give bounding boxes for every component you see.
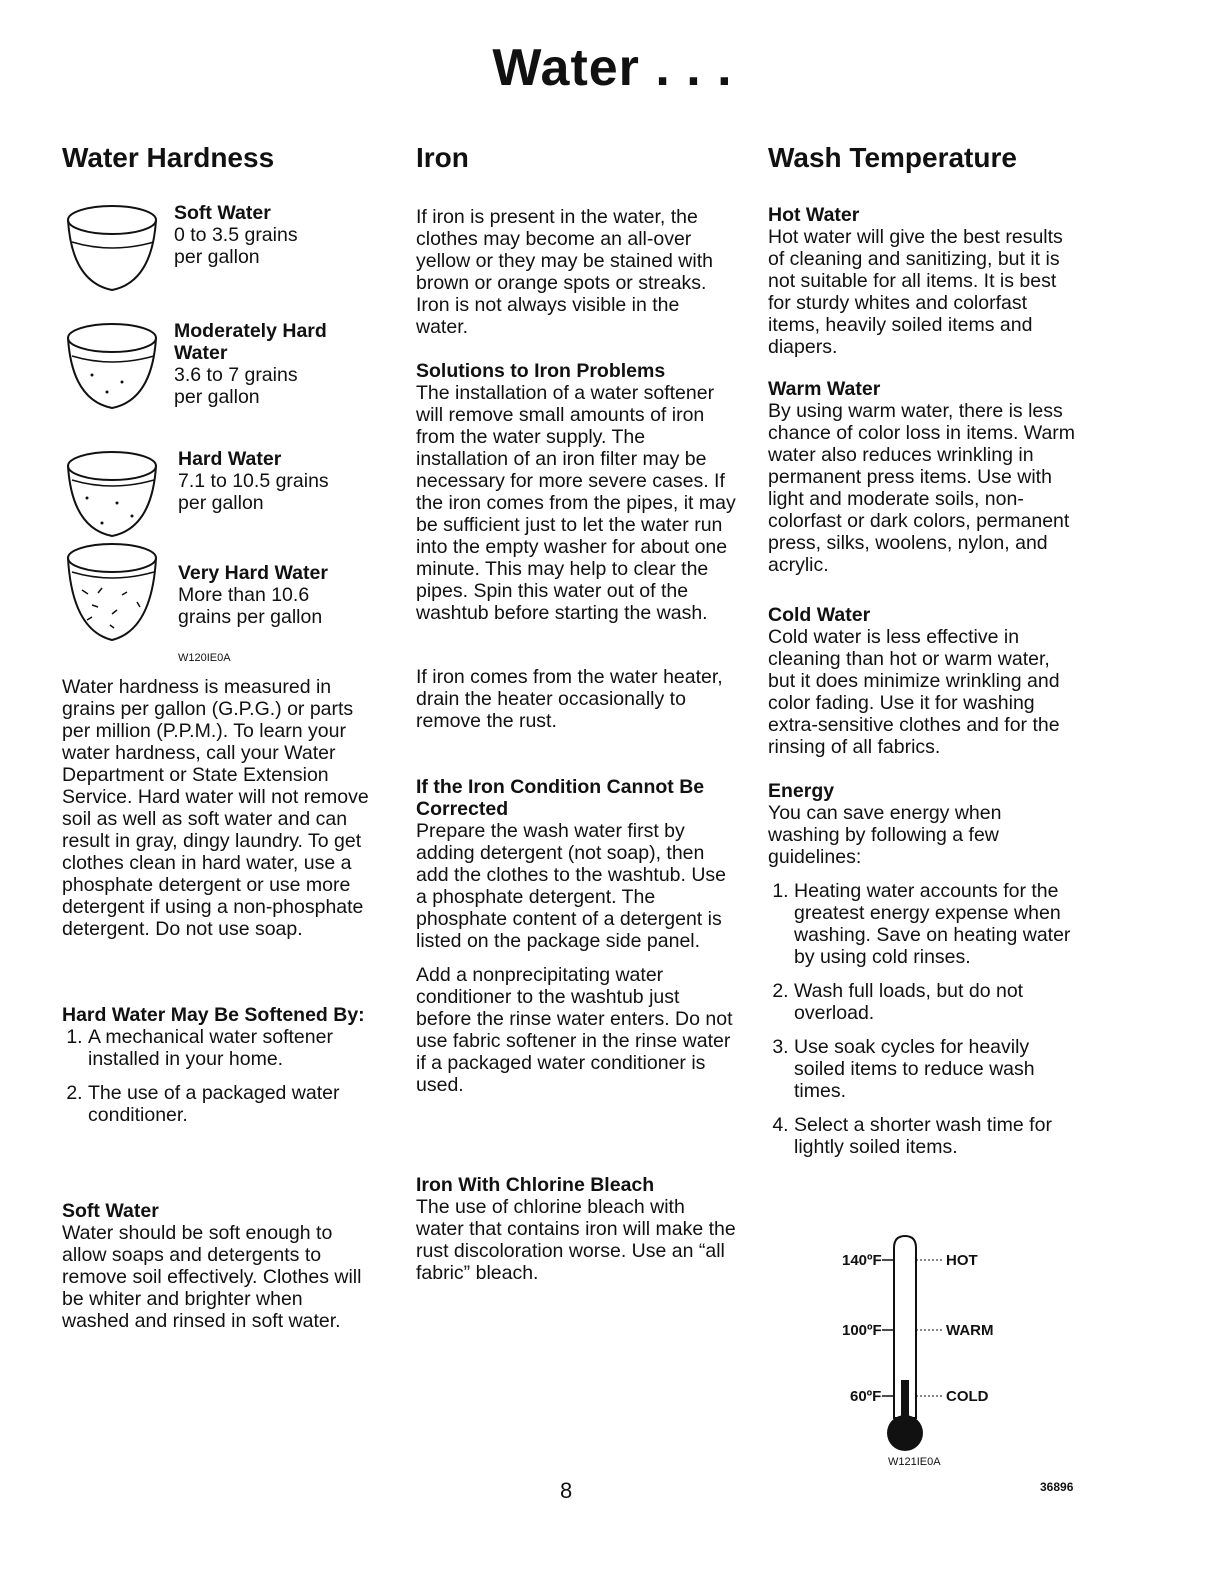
warm-label: WARM — [946, 1322, 994, 1339]
water-hardness-column — [62, 140, 372, 1332]
cannot-correct-heading: If the Iron Condition Cannot Be Corrected — [416, 776, 705, 820]
hardness-level-soft — [62, 202, 372, 312]
list-item: 1. A mechanical water softener installed in your home. — [88, 1026, 372, 1070]
warm-temp-label: 100ºF — [842, 1322, 882, 1339]
level-range: More than 10.6 — [178, 584, 310, 606]
water-hardness-heading: Water Hardness — [62, 142, 275, 173]
bleach-body: The use of chlorine bleach with water that contains iron will make the rust discoloration worse. Use an “all fabric” bleach. — [416, 1196, 736, 1284]
level-name: Soft Water — [174, 202, 271, 224]
hot-temp-label: 140ºF — [842, 1252, 882, 1269]
level-range: 7.1 to 10.5 grains — [178, 470, 329, 492]
heater-body: If iron comes from the water heater, drain the heater occasionally to remove the rust. — [416, 666, 723, 732]
cannot-correct-section — [416, 776, 736, 1096]
solutions-body: The installation of a water softener will remove small amounts of iron from the water supply. The installation of an iron filter may be necessary for more severe cases. If the iron comes from the pipes, it may be sufficient just to let the water run into the empty washer for about one minute. This may help to clear the pipes. Spin this water out of the washtub before starting the wash. — [416, 382, 736, 624]
list-item: 4. Select a shorter wash time for lightly soiled items. — [794, 1114, 1078, 1158]
warm-water-section — [768, 378, 1078, 576]
figure-code: W120IE0A — [178, 652, 231, 664]
hot-water-heading: Hot Water — [768, 204, 860, 226]
level-unit: per gallon — [174, 246, 260, 268]
page-number: 8 — [560, 1478, 573, 1503]
solutions-section — [416, 360, 736, 624]
list-item: 2. Wash full loads, but do not overload. — [794, 980, 1078, 1024]
hot-label: HOT — [946, 1252, 978, 1269]
cannot-correct-body-1: Prepare the wash water first by adding detergent (not soap), then add the clothes to the washtub. Use a phosphate detergent. The phosphate content of a detergent is listed on the package side panel. — [416, 820, 727, 952]
page-title: Water . . . — [492, 39, 733, 97]
level-unit: per gallon — [178, 492, 264, 514]
bleach-heading: Iron With Chlorine Bleach — [416, 1174, 655, 1196]
hot-water-body: Hot water will give the best results of cleaning and sanitizing, but it is not suitable for all items. It is best for sturdy whites and colorfast items, heavily soiled items and diapers. — [768, 226, 1063, 358]
cold-water-heading: Cold Water — [768, 604, 871, 626]
figure-code: W121IE0A — [888, 1456, 941, 1468]
iron-heading: Iron — [416, 142, 469, 173]
thermometer-figure — [830, 1230, 1030, 1470]
energy-body: You can save energy when washing by following a few guidelines: — [768, 802, 1002, 868]
cold-temp-label: 60ºF — [850, 1388, 882, 1405]
bucket-very-hard-icon — [62, 540, 162, 650]
hot-water-section — [768, 204, 1078, 358]
level-name-cont: Water — [174, 342, 228, 364]
soft-water-section — [62, 1200, 372, 1332]
bucket-hard-icon — [62, 448, 162, 544]
wash-temperature-heading: Wash Temperature — [768, 142, 1017, 173]
cold-label: COLD — [946, 1388, 989, 1405]
softened-heading: Hard Water May Be Softened By: — [62, 1004, 365, 1026]
cold-water-section — [768, 604, 1078, 758]
bucket-moderate-icon — [62, 320, 162, 416]
bleach-section — [416, 1174, 736, 1284]
hardness-level-very-hard — [62, 540, 372, 650]
list-item: 1. Heating water accounts for the greatest energy expense when washing. Save on heating water by using cold rinses. — [794, 880, 1078, 968]
hardness-level-moderate — [62, 320, 372, 430]
softened-section — [62, 1004, 372, 1138]
energy-section — [768, 780, 1078, 1170]
document-number: 36896 — [1040, 1480, 1074, 1494]
soft-water-body: Water should be soft enough to allow soaps and detergents to remove soil effectively. Clothes will be whiter and brighter when washed and rinsed in soft water. — [62, 1222, 362, 1332]
cold-water-body: Cold water is less effective in cleaning than hot or warm water, but it does minimize wrinkling and color fading. Use it for washing extra-sensitive clothes and for the rinsing of all fabrics. — [768, 626, 1060, 758]
list-item: 2. The use of a packaged water conditioner. — [88, 1082, 372, 1126]
iron-intro: If iron is present in the water, the clothes may become an all-over yellow or they may be stained with brown or orange spots or streaks. Iron is not always visible in the water. — [416, 206, 713, 338]
level-name: Moderately Hard — [174, 320, 327, 342]
softened-list — [62, 1026, 372, 1126]
level-name: Hard Water — [178, 448, 282, 470]
solutions-heading: Solutions to Iron Problems — [416, 360, 666, 382]
level-name: Very Hard Water — [178, 562, 328, 584]
level-range: 3.6 to 7 grains — [174, 364, 298, 386]
list-item: 3. Use soak cycles for heavily soiled items to reduce wash times. — [794, 1036, 1078, 1102]
soft-water-heading: Soft Water — [62, 1200, 159, 1222]
level-unit: per gallon — [174, 386, 260, 408]
bucket-soft-icon — [62, 202, 162, 298]
cannot-correct-body-2: Add a nonprecipitating water conditioner to the washtub just before the rinse water enters. Do not use fabric softener in the rinse water if a packaged water conditioner is used. — [416, 964, 733, 1096]
wash-temperature-column — [768, 140, 1078, 1158]
iron-column — [416, 140, 736, 1284]
energy-heading: Energy — [768, 780, 835, 802]
hardness-body: Water hardness is measured in grains per gallon (G.P.G.) or parts per million (P.P.M.). To learn your water hardness, call your Water Department or State Extension Service. Hard water will not remove soil as well as soft water and can result in gray, dingy laundry. To get clothes clean in hard water, use a phosphate detergent or use more detergent if using a non-phosphate detergent. Do not use soap. — [62, 676, 369, 940]
energy-list — [768, 880, 1078, 1158]
level-range: 0 to 3.5 grains — [174, 224, 298, 246]
level-unit: grains per gallon — [178, 606, 323, 628]
warm-water-heading: Warm Water — [768, 378, 881, 400]
warm-water-body: By using warm water, there is less chance of color loss in items. Warm water also reduces wrinkling in permanent press items. Use with light and moderate soils, non-colorfast or dark colors, permanent press, silks, woolens, nylon, and acrylic. — [768, 400, 1076, 576]
